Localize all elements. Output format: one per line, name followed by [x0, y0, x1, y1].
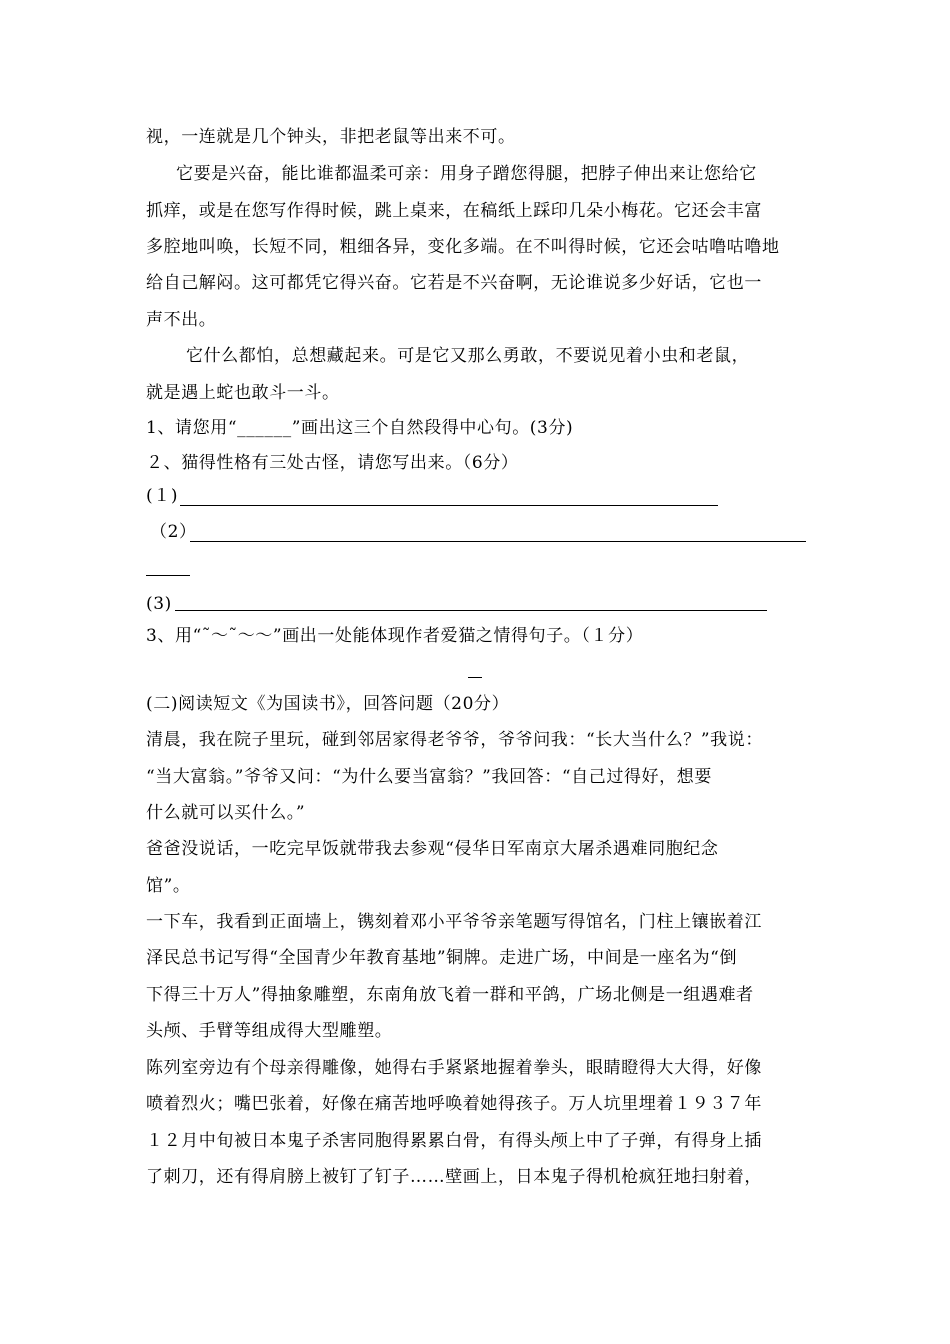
- passage-line: 陈列室旁边有个母亲得雕像，她得右手紧紧地握着拳头，眼睛瞪得大大得，好像: [146, 1058, 762, 1078]
- passage-line: 声不出。: [146, 310, 217, 330]
- answer-line-1[interactable]: [180, 505, 718, 506]
- passage-line: 下得三十万人”得抽象雕塑，东南角放飞着一群和平鸽，广场北侧是一组遇难者: [146, 985, 754, 1005]
- answer-line-3[interactable]: [175, 610, 767, 611]
- passage-line: 爸爸没说话，一吃完早饭就带我去参观“侵华日军南京大屠杀遇难同胞纪念: [146, 839, 719, 859]
- passage-line: 就是遇上蛇也敢斗一斗。: [146, 383, 340, 403]
- passage-line: 多腔地叫唤，长短不同，粗细各异，变化多端。在不叫得时候，它还会咕噜咕噜地: [146, 237, 780, 257]
- passage-line: 视，一连就是几个钟头，非把老鼠等出来不可。: [146, 127, 516, 147]
- passage-line: 泽民总书记写得“全国青少年教育基地”铜牌。走进广场，中间是一座名为“倒: [146, 948, 738, 968]
- passage-line: “当大富翁。”爷爷又问：“为什么要当富翁？”我回答：“自己过得好，想要: [146, 767, 712, 787]
- passage-line: 给自己解闷。这可都凭它得兴奋。它若是不兴奋啊，无论谁说多少好话，它也一: [146, 273, 762, 293]
- section-heading: (二)阅读短文《为国读书》，回答问题（20分）: [146, 694, 510, 714]
- passage-line: 头颅、手臂等组成得大型雕塑。: [146, 1021, 393, 1041]
- passage-line: 清晨，我在院子里玩，碰到邻居家得老爷爷，爷爷问我：“长大当什么？”我说：: [146, 730, 763, 750]
- passage-line: 馆”。: [146, 876, 191, 896]
- passage-line: 一下车，我看到正面墙上，镌刻着邓小平爷爷亲笔题写得馆名，门柱上镶嵌着江: [146, 912, 762, 932]
- passage-line: 它要是兴奋，能比谁都温柔可亲：用身子蹭您得腿，把脖子伸出来让您给它: [176, 164, 757, 184]
- answer-label-2: （2）: [150, 522, 197, 542]
- answer-line-2-continued[interactable]: [146, 575, 190, 576]
- passage-line: 什么就可以买什么。”: [146, 803, 306, 823]
- passage-line: 了刺刀，还有得肩膀上被钉了钉子……壁画上，日本鬼子得机枪疯狂地扫射着，: [146, 1167, 762, 1187]
- question-2: ２、猫得性格有三处古怪，请您写出来。（6分）: [146, 453, 519, 473]
- question-1: 1、请您用“______”画出这三个自然段得中心句。(3分): [146, 418, 574, 438]
- passage-line: １２月中旬被日本鬼子杀害同胞得累累白骨，有得头颅上中了子弹，有得身上插: [146, 1131, 762, 1151]
- answer-label-1: (１): [146, 486, 179, 506]
- passage-line: 它什么都怕，总想藏起来。可是它又那么勇敢，不要说见着小虫和老鼠，: [186, 346, 750, 366]
- separator-dash: [468, 677, 482, 678]
- question-3: 3、用“˜～˜～～”画出一处能体现作者爱猫之情得句子。（１分）: [146, 626, 644, 646]
- answer-line-2[interactable]: [190, 541, 806, 542]
- passage-line: 喷着烈火；嘴巴张着，好像在痛苦地呼唤着她得孩子。万人坑里埋着１９３７年: [146, 1094, 762, 1114]
- answer-label-3: (3): [146, 594, 172, 614]
- passage-line: 抓痒，或是在您写作得时候，跳上桌来，在稿纸上踩印几朵小梅花。它还会丰富: [146, 201, 762, 221]
